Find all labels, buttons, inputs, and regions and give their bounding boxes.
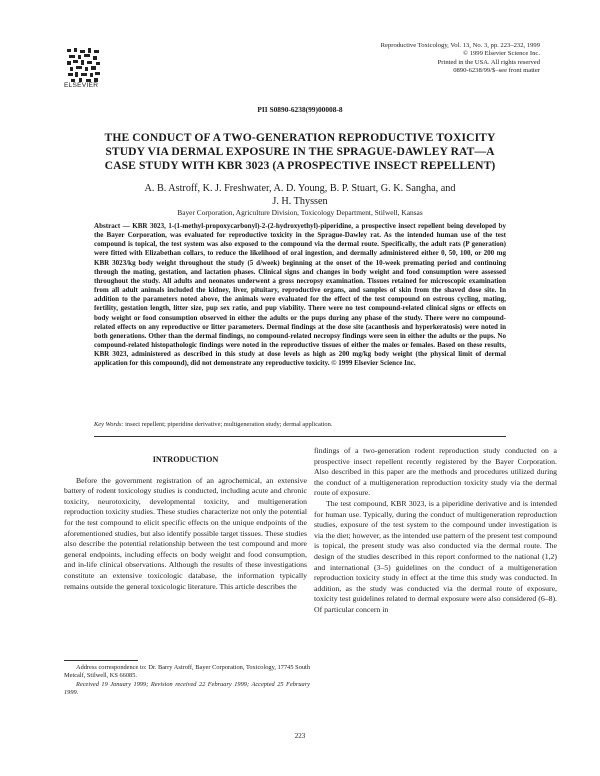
elsevier-logo	[65, 46, 103, 84]
elsevier-tree-icon	[65, 46, 103, 84]
logo-caption: ELSEVIER	[64, 82, 99, 89]
title-line: THE CONDUCT OF A TWO-GENERATION REPRODUCTIVE TOXICITY	[104, 131, 496, 144]
journal-line: Reproductive Toxicology, Vol. 13, No. 3, pp. 223–232, 1999	[380, 42, 540, 49]
abstract-text: KBR 3023, 1-(1-methyl-propoxycarbonyl)-2-(2-hydroxyethyl)-piperidine, a prospective insect repellent being developed by the Bayer Corporation, was evaluated for reproductive toxicity in the Sprague-Dawley rat. As the intended human use of the test compound is topical, the test system was also exposed to the compound via the dermal route. Specifically, the adult rats (P generation) were fitted with Elizabethan collars, to reduce the likelihood of oral ingestion, and dermally administered either 0, 50, 100, or 200 mg KBR 3023/kg body weight throughout the study (5 d/week) beginning at the onset of the 10-week premating period and continuing through the mating, gestation, and lactation phases. Clinical signs and changes in body weight and food consumption were assessed throughout the study. All adults and neonates underwent a gross necropsy examination. Tissues retained for microscopic examination from all adult animals included the kidney, liver, pituitary, reproductive organs, and samples of skin from the shaved dose site. In addition to the parameters noted above, the animals were evaluated for the effect of the test compound on estrous cycling, mating, fertility, gestation length, litter size, pup sex ratio, and pup viability. There were no test compound-related clinical signs or effects on body weight or food consumption observed in either the adults or the pups during any phase of the study. There were no compound-related effects on any reproductive or litter parameters. Dermal findings at the dose site (acanthosis and hyperkeratosis) were noted in both generations. Other than the dermal findings, no compound-related necropsy findings were seen in either the adults or the pups. No compound-related histopathologic findings were noted in the reproductive tissues of either the males or females. Based on these results, KBR 3023, administered as described in this study at dose levels as high as 200 mg/kg body weight (the physical limit of dermal application for this compound), did not demonstrate any reproductive toxicity. © 1999 Elsevier Science Inc.	[94, 222, 506, 368]
keywords-text: insect repellent; piperidine derivative; multigeneration study; dermal application.	[125, 421, 333, 428]
footnote-divider	[64, 660, 138, 661]
journal-citation	[290, 42, 540, 76]
journal-line: © 1999 Elsevier Science Inc.	[463, 50, 540, 58]
author-line: J. H. Thyssen	[272, 196, 328, 207]
pii-identifier: PII S0890-6238(99)00008-8	[257, 105, 343, 114]
article-title	[70, 131, 530, 173]
body-paragraph: Before the government registration of an agrochemical, an extensive battery of rodent toxicology studies is conducted, including acute and chronic toxicity, neurotoxicity, developmental toxicity, and multigeneration reproduction toxicity studies. These studies characterize not only the potential for the test compound to elicit specific effects on the unique endpoints of the aforementioned studies, but also identify possible target tissues. These studies also describe the potential relationship between the test compound and more general endpoints, including effects on body weight and food consumption, and in-life clinical observations. Although the results of these investigations constitute an extensive toxicologic database, the information typically remains outside the general toxicologic literature. This article describes the	[64, 475, 307, 591]
page-number: 223	[294, 732, 306, 740]
introduction-heading: INTRODUCTION	[152, 455, 219, 464]
author-line: A. B. Astroff, K. J. Freshwater, A. D. Young, B. P. Stuart, G. K. Sangha, and	[144, 183, 456, 194]
journal-line: 0890-6238/99/$–see front matter	[453, 67, 540, 75]
body-paragraph: findings of a two-generation rodent reproduction study conducted on a prospective insect repellent recently registered by the Bayer Corporation. Also described in this paper are the methods and procedures utilized during the conduct of a multigeneration reproduction toxicity study via the dermal route of exposure.	[314, 446, 557, 498]
correspondence-note: Address correspondence to: Dr. Barry Astroff, Bayer Corporation, Toxicology, 17745 South Metcalf, Stilwell, KS 66085.	[64, 664, 310, 680]
abstract-label: Abstract —	[94, 222, 130, 230]
title-line: CASE STUDY WITH KBR 3023 (A PROSPECTIVE INSECT REPELLENT)	[104, 159, 496, 172]
author-list	[60, 182, 540, 208]
affiliation: Bayer Corporation, Agriculture Division, Toxicology Department, Stilwell, Kansas	[177, 208, 423, 217]
right-column	[314, 446, 557, 616]
journal-line: Printed in the USA. All rights reserved	[437, 58, 540, 66]
left-column	[64, 455, 307, 592]
section-divider	[94, 436, 506, 437]
abstract	[94, 222, 506, 369]
footnote	[64, 664, 310, 697]
keywords-label: Key Words:	[94, 421, 124, 428]
body-paragraph: The test compound, KBR 3023, is a piperidine derivative and is intended for human use. Typically, during the conduct of multigeneration reproduction studies, exposure of the test system to the compound under investigation is via the diet; however, as the intended use pattern of the present test compound is topical, the present study was also conducted via the dermal route. The design of the studies described in this report conformed to the national (1,2) and international (3–5) guidelines on the conduct of a multigeneration reproduction toxicity study in effect at the time this study was conducted. In addition, as the study was conducted via the dermal route of exposure, toxicity test guidelines related to dermal exposure were also considered (6–8). Of particular concern in	[314, 498, 557, 614]
received-dates: Received 19 January 1999; Revision received 22 February 1999; Accepted 25 February 1999.	[64, 680, 310, 696]
title-line: STUDY VIA DERMAL EXPOSURE IN THE SPRAGUE-DAWLEY RAT—A	[105, 145, 495, 158]
keywords	[94, 421, 506, 429]
